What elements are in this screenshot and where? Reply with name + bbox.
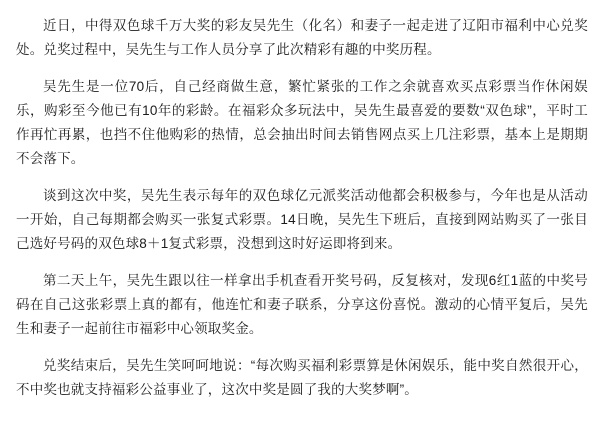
article-paragraph: 近日，中得双色球千万大奖的彩友吴先生（化名）和妻子一起走进了辽阳市福利中心兑奖处。兑奖过程中，吴先生与工作人员分享了此次精彩有趣的中奖历程。: [16, 18, 588, 57]
article-paragraph: 兑奖结束后，吴先生笑呵呵地说：“每次购买福利彩票算是休闲娱乐，能中奖自然很开心，不中奖也就支持福彩公益事业了，这次中奖是圆了我的大奖梦啊”。: [16, 358, 588, 397]
article-paragraph: 第二天上午，吴先生跟以往一样拿出手机查看开奖号码，反复核对，发现6红1蓝的中奖号码在自己这张彩票上真的都有，他连忙和妻子联系，分享这份喜悦。激动的心情平复后，吴先生和妻子一起前往市福彩中心领取奖金。: [16, 273, 588, 336]
article-paragraph: 吴先生是一位70后，自己经商做生意，繁忙紧张的工作之余就喜欢买点彩票当作休闲娱乐，购彩至今他已有10年的彩龄。在福彩众多玩法中，吴先生最喜爱的要数“双色球”，平时工作再忙再累，也挡不住他购彩的热情，总会抽出时间去销售网点买上几注彩票，基本上是期期不会落下。: [16, 79, 588, 166]
article-paragraph: 谈到这次中奖，吴先生表示每年的双色球亿元派奖活动他都会积极参与，今年也是从活动一开始，自己每期都会购买一张复式彩票。14日晚，吴先生下班后，直接到网站购买了一张目己选好号码的双色球8＋1复式彩票，没想到这时好运即将到来。: [16, 188, 588, 251]
